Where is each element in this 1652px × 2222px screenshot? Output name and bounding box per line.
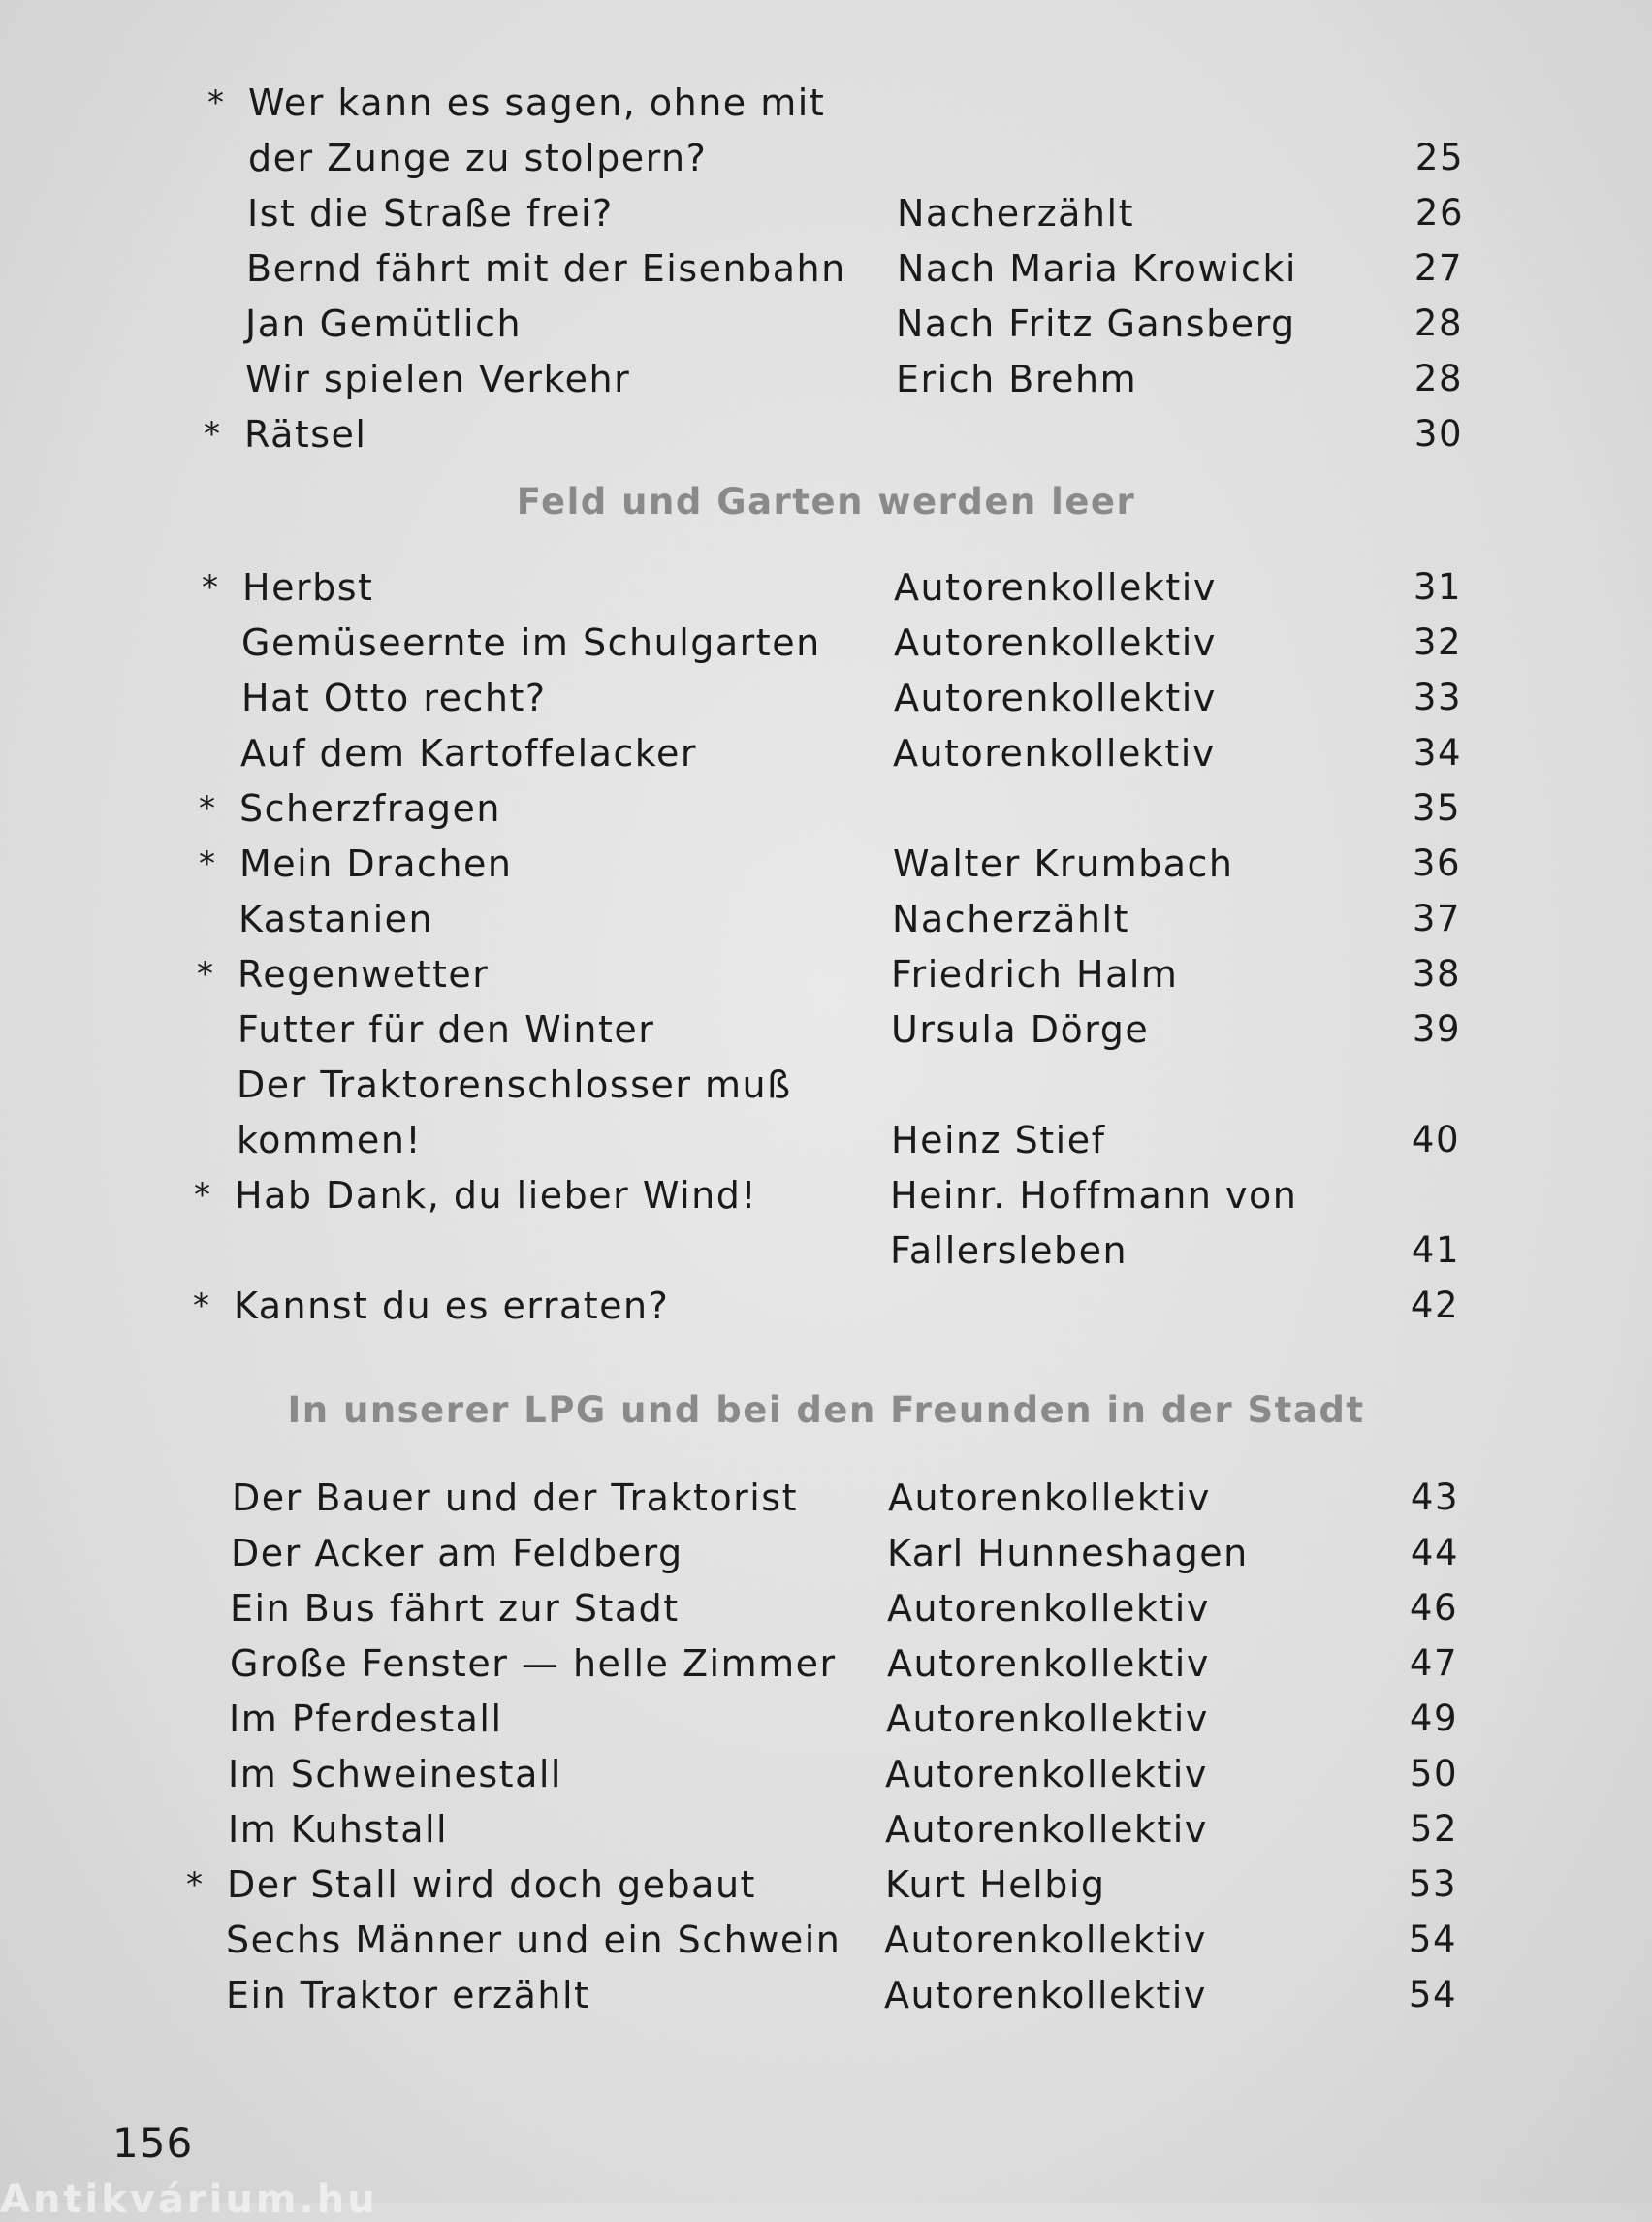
entry-title: Herbst: [242, 566, 374, 609]
toc-entry: [0, 1802, 1652, 1857]
entry-page-number: 27: [1414, 247, 1463, 289]
entry-page-number: 42: [1410, 1285, 1459, 1326]
entry-page-number: 41: [1411, 1229, 1460, 1271]
toc-entry: [0, 781, 1652, 837]
bullet-star: *: [199, 789, 217, 828]
entry-page-number: 35: [1412, 787, 1461, 829]
entry-author: Nacherzählt: [897, 192, 1134, 235]
entry-page-number: 32: [1413, 621, 1462, 663]
entry-page-number: 28: [1414, 302, 1463, 344]
entry-author: Erich Brehm: [896, 358, 1138, 400]
entry-page-number: 40: [1411, 1119, 1460, 1160]
entry-title: Hat Otto recht?: [241, 677, 547, 719]
entry-page-number: 25: [1414, 137, 1464, 178]
entry-author: Autorenkollektiv: [884, 1974, 1207, 2016]
entry-title: Der Traktorenschlosser muß: [237, 1063, 792, 1106]
entry-title: Der Stall wird doch gebaut: [227, 1863, 756, 1906]
toc-entry: [0, 1526, 1652, 1581]
section-heading: Feld und Garten werden leer: [516, 481, 1136, 523]
entry-author: Autorenkollektiv: [887, 1642, 1210, 1685]
entry-title: Ist die Straße frei?: [247, 192, 614, 235]
entry-title: Der Bauer und der Traktorist: [232, 1476, 799, 1519]
entry-title: Im Kuhstall: [228, 1808, 449, 1851]
entry-title: Bernd fährt mit der Eisenbahn: [246, 247, 846, 290]
entry-author: Autorenkollektiv: [893, 732, 1216, 775]
entry-title: Hab Dank, du lieber Wind!: [235, 1174, 758, 1217]
entry-author: Autorenkollektiv: [884, 1919, 1207, 1961]
entry-page-number: 54: [1408, 1919, 1457, 1960]
entry-title: Kastanien: [238, 898, 434, 940]
entry-author: Fallersleben: [890, 1229, 1128, 1272]
entry-author: Autorenkollektiv: [885, 1808, 1208, 1851]
entry-title: Der Acker am Feldberg: [231, 1532, 683, 1574]
toc-entry: [0, 1279, 1652, 1334]
entry-title: Regenwetter: [238, 953, 490, 996]
entry-author: Autorenkollektiv: [894, 677, 1217, 719]
entry-author: Autorenkollektiv: [886, 1698, 1209, 1740]
toc-entry: [0, 1002, 1652, 1058]
page-number: 156: [112, 2119, 194, 2167]
toc-entry: [0, 1857, 1652, 1913]
bullet-star: *: [194, 1176, 212, 1215]
entry-page-number: 26: [1414, 192, 1464, 234]
section-heading: In unserer LPG und bei den Freunden in der Stadt: [287, 1389, 1365, 1431]
bullet-star: *: [193, 1286, 211, 1325]
bullet-star: *: [204, 415, 222, 454]
entry-title: Große Fenster — helle Zimmer: [230, 1642, 837, 1685]
toc-entry: [0, 837, 1652, 892]
entry-author: Walter Krumbach: [893, 842, 1234, 885]
entry-title: Gemüseernte im Schulgarten: [241, 621, 821, 664]
bullet-star: *: [197, 955, 215, 994]
entry-title: Mein Drachen: [239, 842, 513, 885]
toc-entry: [0, 560, 1652, 616]
entry-page-number: 50: [1409, 1753, 1458, 1794]
toc-entry: [0, 1636, 1652, 1692]
entry-author: Karl Hunneshagen: [887, 1532, 1249, 1574]
bullet-star: *: [202, 568, 220, 607]
entry-author: Autorenkollektiv: [894, 621, 1217, 664]
toc-entry: [0, 297, 1652, 352]
toc-entry: [0, 1471, 1652, 1526]
bullet-star: *: [199, 844, 217, 883]
entry-page-number: 34: [1413, 732, 1462, 774]
entry-title: Futter für den Winter: [238, 1008, 655, 1051]
entry-author: Autorenkollektiv: [887, 1587, 1210, 1630]
entry-author: Heinz Stief: [891, 1119, 1106, 1161]
bullet-star: *: [186, 1865, 205, 1904]
toc-entry: [0, 407, 1652, 462]
entry-page-number: 44: [1410, 1532, 1459, 1573]
entry-author: Ursula Dörge: [891, 1008, 1150, 1051]
entry-page-number: 47: [1409, 1642, 1458, 1684]
entry-author: Heinr. Hoffmann von: [890, 1174, 1298, 1217]
entry-author: Nach Fritz Gansberg: [896, 302, 1296, 345]
entry-page-number: 52: [1409, 1808, 1458, 1850]
toc-entry: [0, 947, 1652, 1002]
toc-entry: [0, 892, 1652, 947]
entry-title: Sechs Männer und ein Schwein: [226, 1919, 842, 1961]
entry-page-number: 46: [1409, 1587, 1458, 1629]
entry-page-number: 49: [1409, 1698, 1458, 1739]
entry-title: kommen!: [237, 1119, 423, 1161]
entry-title: Ein Bus fährt zur Stadt: [230, 1587, 680, 1630]
entry-author: Autorenkollektiv: [885, 1753, 1208, 1795]
toc-entry: [0, 1058, 1652, 1168]
entry-title: Auf dem Kartoffelacker: [240, 732, 697, 775]
watermark: Antikvárium.hu: [0, 2177, 378, 2222]
entry-title: Rätsel: [244, 413, 367, 456]
entry-page-number: 33: [1413, 677, 1462, 718]
entry-page-number: 54: [1408, 1974, 1457, 2016]
entry-page-number: 38: [1412, 953, 1461, 995]
toc-entry: [0, 352, 1652, 407]
toc-entry: [0, 186, 1652, 241]
toc-entry: [0, 1168, 1652, 1279]
entry-page-number: 28: [1414, 358, 1463, 399]
toc-entry: [0, 726, 1652, 781]
entry-title: Kannst du es erraten?: [234, 1285, 670, 1327]
entry-page-number: 43: [1410, 1476, 1459, 1518]
toc-entry: [0, 1747, 1652, 1802]
bullet-star: *: [207, 83, 226, 122]
entry-page-number: 36: [1412, 842, 1461, 884]
toc-entry: [0, 1692, 1652, 1747]
entry-page-number: 37: [1412, 898, 1461, 939]
toc-entry: [0, 616, 1652, 671]
entry-page-number: 30: [1414, 413, 1463, 455]
entry-title: Scherzfragen: [239, 787, 501, 830]
toc-entry: [0, 1581, 1652, 1636]
entry-page-number: 39: [1412, 1008, 1461, 1050]
toc-entry: [0, 1968, 1652, 2023]
entry-title: Ein Traktor erzählt: [226, 1974, 590, 2016]
toc-entry: [0, 241, 1652, 297]
entry-title: Im Schweinestall: [228, 1753, 562, 1795]
entry-page-number: 31: [1413, 566, 1462, 608]
entry-author: Kurt Helbig: [885, 1863, 1106, 1906]
entry-author: Nacherzählt: [892, 898, 1129, 940]
toc-entry: [0, 671, 1652, 726]
toc-entry: [0, 1913, 1652, 1968]
entry-author: Nach Maria Krowicki: [897, 247, 1297, 290]
entry-title: Wir spielen Verkehr: [245, 358, 631, 400]
entry-author: Autorenkollektiv: [894, 566, 1217, 609]
entry-title: Jan Gemütlich: [245, 302, 523, 345]
entry-author: Friedrich Halm: [891, 953, 1179, 996]
entry-title: Im Pferdestall: [229, 1698, 503, 1740]
entry-title: Wer kann es sagen, ohne mit: [248, 81, 826, 124]
toc-entry: [0, 76, 1652, 186]
entry-title: der Zunge zu stolpern?: [248, 137, 708, 179]
entry-author: Autorenkollektiv: [888, 1476, 1211, 1519]
entry-page-number: 53: [1408, 1863, 1457, 1905]
